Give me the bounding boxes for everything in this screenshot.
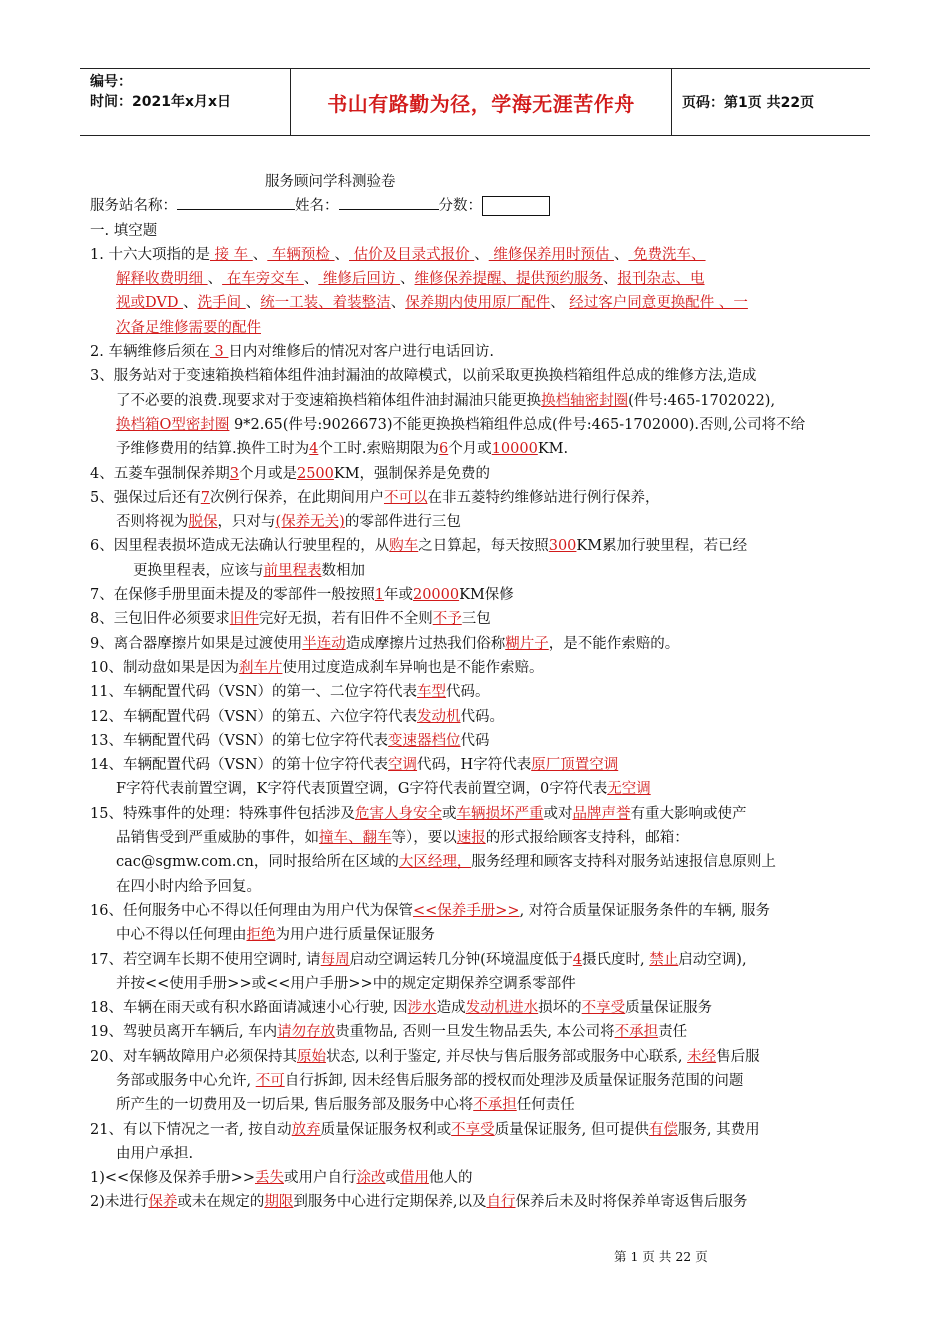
text-line	[90, 850, 870, 874]
question-text: 为用户进行质量保证服务	[275, 927, 435, 944]
question-text: 8、三包旧件必须要求	[90, 611, 230, 628]
answer-text: 拒绝	[246, 927, 276, 944]
answer-text: 4	[572, 951, 583, 968]
question-text: 造成摩擦片过热我们俗称	[345, 635, 506, 652]
question-text: 、	[303, 271, 319, 288]
answer-text: 放弃	[291, 1121, 321, 1138]
text-line	[90, 826, 870, 850]
question-text: 6、因里程表损坏造成无法确认行驶里程的，从	[90, 538, 390, 555]
question-text: 在非五菱特约维修站进行例行保养，	[427, 489, 660, 506]
question-text: 责任	[658, 1024, 688, 1041]
text-line	[90, 486, 870, 510]
score-box	[482, 196, 550, 216]
answer-text: 不承担	[473, 1097, 517, 1114]
answer-text: 每周	[320, 951, 350, 968]
text-line	[90, 656, 870, 680]
answer-text: 7	[200, 489, 210, 506]
text-line	[90, 243, 870, 267]
question-text: ，是不能作索赔的。	[548, 635, 680, 652]
text-line	[90, 607, 870, 631]
answer-text: 报刊杂志、电	[617, 271, 705, 288]
question-text: 更换里程表，应该与	[133, 562, 264, 579]
answer-text: 期限	[264, 1194, 294, 1211]
question-text: KM，强制保养是免费的	[333, 465, 491, 482]
question-text: 使用过度造成刹车异响也是不能作索赔。	[282, 659, 544, 676]
question-text: 7、在保修手册里面未提及的零部件一般按照	[90, 587, 375, 604]
answer-text: 速报	[456, 830, 486, 847]
answer-text: 车辆预检	[267, 246, 335, 263]
text-line	[90, 1142, 870, 1166]
answer-text: 维修保养用时预估	[488, 246, 614, 263]
answer-text: 换档轴密封圈	[541, 392, 629, 409]
question-text: 贵重物品, 否则一旦发生物品丢失, 本公司将	[335, 1024, 615, 1041]
question-text: 否则将视为	[116, 514, 189, 531]
page-header	[80, 68, 870, 136]
question-text: 予维修费用的结算.换件工时为	[116, 441, 310, 458]
answer-text: 车辆损坏严重	[456, 805, 544, 822]
question-text: 、	[207, 271, 223, 288]
question-text: 15、特殊事件的处理：特殊事件包括涉及	[90, 805, 355, 822]
answer-text: 刹车片	[238, 659, 283, 676]
text-line	[90, 948, 870, 972]
question-text: 日内对维修后的情况对客户进行电话回访.	[228, 344, 495, 361]
question-text: 、	[550, 295, 570, 312]
answer-text: 接 车	[209, 246, 253, 263]
text-line	[90, 972, 870, 996]
answer-text: 半连动	[302, 635, 346, 652]
text-line	[90, 534, 870, 558]
text-line	[90, 437, 870, 461]
answer-text: 旧件	[229, 611, 259, 628]
answer-text: 2500	[296, 465, 334, 482]
answer-text: 原始	[296, 1048, 326, 1065]
answer-text: 有偿	[648, 1121, 678, 1138]
question-text: 1. 十六大项指的是	[90, 246, 210, 263]
question-text: 或用户自行	[283, 1170, 357, 1187]
header-meta	[80, 69, 290, 135]
answer-text: 禁止	[649, 951, 679, 968]
text-line	[90, 899, 870, 923]
answer-text: 不予	[432, 611, 462, 628]
question-text: KM.	[537, 441, 569, 458]
answer-text: 300	[548, 538, 577, 555]
question-text: 务部或服务中心允许,	[116, 1072, 256, 1089]
question-text: 10、制动盘如果是因为	[90, 659, 239, 676]
answer-text: <<保养手册>>	[412, 902, 520, 919]
question-text: 或	[441, 805, 457, 822]
station-blank	[177, 195, 295, 210]
text-line	[90, 777, 870, 801]
question-text: 造成	[436, 1000, 466, 1017]
question-text: 、	[252, 246, 268, 263]
question-text: 、	[390, 295, 406, 312]
text-line	[90, 340, 870, 364]
answer-text: 车型	[417, 684, 447, 701]
text-line	[90, 1118, 870, 1142]
text-line	[90, 802, 870, 826]
question-text: 、	[603, 271, 618, 288]
answer-text: 无空调	[607, 781, 651, 798]
answer-text: 维修后回访	[318, 271, 401, 288]
answer-text: 视或DVD	[116, 295, 184, 312]
question-text: 、	[474, 246, 489, 263]
question-text: 1)<<保修及保养手册>>	[90, 1170, 255, 1187]
answer-text: 统一工装、着装整洁	[260, 295, 391, 312]
text-line	[90, 680, 870, 704]
answer-text: 危害人身安全	[354, 805, 442, 822]
answer-text: 请勿存放	[277, 1024, 336, 1041]
question-text: KM累加行驶里程，若已经	[576, 538, 748, 555]
question-text: 保养后未及时将保养单寄返售后服务	[515, 1194, 748, 1211]
answer-text: 变速器档位	[388, 732, 461, 749]
document-body	[90, 170, 870, 1215]
header-number: 编号：	[90, 74, 132, 90]
answer-text: 3	[229, 465, 239, 482]
text-line	[90, 1190, 870, 1214]
text-line	[90, 1045, 870, 1069]
answer-text: 解释收费明细	[116, 271, 208, 288]
question-text: 质量保证服务权利或	[320, 1121, 452, 1138]
question-text: 或	[385, 1170, 400, 1187]
question-text: KM保修	[459, 587, 514, 604]
answer-text: 1	[374, 587, 384, 604]
question-text: 或对	[543, 805, 573, 822]
page-footer: 第 1 页 共 22 页	[614, 1249, 708, 1264]
question-text: 、	[183, 295, 198, 312]
question-text: 18、车辆在雨天或有积水路面请减速小心行驶, 因	[90, 1000, 408, 1017]
text-line	[90, 267, 870, 291]
text-line	[90, 1093, 870, 1117]
question-text: 年或	[383, 587, 413, 604]
question-text: 之日算起，每天按照	[418, 538, 549, 555]
text-line	[90, 729, 870, 753]
answer-text: 涂改	[356, 1170, 386, 1187]
text-line	[90, 753, 870, 777]
question-text: 代码，H字符代表	[417, 757, 532, 774]
question-text: 的零部件进行三包	[344, 514, 461, 531]
answer-text: 发动机	[417, 708, 461, 725]
question-text: 到服务中心进行定期保养,以及	[293, 1194, 487, 1211]
question-text: 启动空调运转几分钟(环境温度低于	[349, 951, 573, 968]
answer-text: 不可以	[383, 489, 428, 506]
question-text: 由用户承担.	[116, 1145, 194, 1162]
text-line	[90, 996, 870, 1020]
answer-text: 保养期内使用原厂配件	[405, 295, 551, 312]
question-text: , 对符合质量保证服务条件的车辆, 服务	[519, 902, 770, 919]
text-line	[90, 1166, 870, 1190]
question-text: 代码。	[460, 708, 505, 725]
answer-text: 不享受	[451, 1121, 495, 1138]
question-text: 中心不得以任何理由	[116, 927, 247, 944]
score-label: 分数：	[438, 198, 482, 215]
answer-text: 20000	[412, 587, 460, 604]
text-line	[90, 364, 870, 388]
name-blank	[339, 195, 439, 210]
question-text: 任何责任	[516, 1097, 575, 1114]
question-text: 代码	[460, 732, 490, 749]
answer-text: 脱保	[188, 514, 218, 531]
question-text: F字符代表前置空调，K字符代表顶置空调，G字符代表前置空调，0字符代表	[116, 781, 608, 798]
question-text: 质量保证服务, 但可提供	[494, 1121, 649, 1138]
name-label: 姓名：	[295, 198, 339, 215]
question-text: 次例行保养，在此期间用户	[209, 489, 384, 506]
question-text: 3、服务站对于变速箱换档箱体组件油封漏油的故障模式，以前采取更换换档箱组件总成的维修方法,造成	[90, 368, 757, 385]
question-text: 2)未进行	[90, 1194, 149, 1211]
question-text: cac@sgmw.com.cn，同时报给所在区域的	[116, 854, 399, 871]
text-line	[90, 705, 870, 729]
question-text: 、	[245, 295, 261, 312]
question-text: (件号:465-1702022),	[628, 392, 776, 409]
question-text: 19、驾驶员离开车辆后, 车内	[90, 1024, 278, 1041]
answer-text: 换档箱O型密封圈	[116, 416, 230, 433]
question-text: 完好无损，若有旧件不全则	[258, 611, 433, 628]
question-text: 13、车辆配置代码（VSN）的第七位字符代表	[90, 732, 389, 749]
text-line	[90, 923, 870, 947]
question-text: 2. 车辆维修后须在	[90, 344, 210, 361]
doc-title: 服务顾问学科测验卷	[265, 174, 396, 190]
question-text: 状态, 以利于鉴定, 并尽快与售后服务部或服务中心联系,	[325, 1048, 688, 1065]
text-line	[90, 583, 870, 607]
question-text: 品销售受到严重威胁的事件，如	[116, 830, 319, 847]
answer-text: 在车旁交车	[222, 271, 304, 288]
answer-text: 估价及目录式报价	[349, 246, 475, 263]
answer-text: 免费洗车、	[628, 246, 706, 263]
question-text: 售后服	[716, 1048, 760, 1065]
question-text: 12、车辆配置代码（VSN）的第五、六位字符代表	[90, 708, 418, 725]
question-text: 损坏的	[538, 1000, 582, 1017]
answer-text: 不可	[255, 1072, 285, 1089]
answer-text: (保养无关)	[275, 514, 345, 531]
question-lines	[90, 243, 870, 1215]
question-text: 摄氏度时,	[582, 951, 650, 968]
text-line	[90, 1020, 870, 1044]
text-line	[90, 1069, 870, 1093]
text-line	[90, 413, 870, 437]
answer-text: 次备足维修需要的配件	[116, 319, 261, 336]
text-line	[90, 389, 870, 413]
question-text: 4、五菱车强制保养期	[90, 465, 230, 482]
text-line	[90, 559, 870, 583]
answer-text: 自行	[486, 1194, 516, 1211]
question-text: 三包	[461, 611, 491, 628]
answer-text: 经过客户同意更换配件 、一	[569, 295, 748, 312]
question-text: 9*2.65(件号:9026673)不能更换换档箱组件总成(件号:465-1702000).否则,公司将不给	[229, 416, 806, 433]
answer-text: 借用	[399, 1170, 429, 1187]
answer-text: 3	[209, 344, 229, 361]
text-line	[90, 316, 870, 340]
question-text: 质量保证服务	[625, 1000, 713, 1017]
answer-text: 撞车、翻车	[319, 830, 392, 847]
question-text: 16、任何服务中心不得以任何理由为用户代为保管	[90, 902, 413, 919]
answer-text: 品牌声誉	[572, 805, 631, 822]
answer-text: 前里程表	[263, 562, 322, 579]
answer-text: 4	[309, 441, 319, 458]
header-page-info: 页码：第1页 共22页	[682, 95, 815, 111]
question-text: 个工时.索赔期限为	[318, 441, 439, 458]
header-motto: 书山有路勤为径，学海无涯苦作舟	[290, 69, 672, 135]
question-text: 在四小时内给予回复。	[116, 878, 261, 895]
form-fields-row	[90, 194, 870, 218]
question-text: 他人的	[428, 1170, 473, 1187]
text-line	[90, 510, 870, 534]
question-text: 、	[400, 271, 415, 288]
text-line	[90, 632, 870, 656]
question-text: 所产生的一切费用及一切后果, 售后服务部及服务中心将	[116, 1097, 474, 1114]
answer-text: 维修保养提醒、提供预约服务	[414, 271, 604, 288]
section-heading: 一. 填空题	[90, 222, 158, 239]
question-text: 14、车辆配置代码（VSN）的第十位字符代表	[90, 757, 389, 774]
question-text: 11、车辆配置代码（VSN）的第一、二位字符代表	[90, 684, 418, 701]
question-text: 21、有以下情况之一者, 按自动	[90, 1121, 292, 1138]
text-line	[90, 291, 870, 315]
question-text: 或未在规定的	[177, 1194, 265, 1211]
answer-text: 糊片子	[505, 635, 549, 652]
question-text: 、	[613, 246, 629, 263]
answer-text: 不享受	[581, 1000, 626, 1017]
answer-text: 洗手间	[197, 295, 246, 312]
question-text: 并按<<使用手册>>或<<用户手册>>中的规定定期保养空调系零部件	[116, 975, 576, 992]
answer-text: 购车	[389, 538, 419, 555]
answer-text: 发动机进水	[465, 1000, 539, 1017]
answer-text: 原厂顶置空调	[531, 757, 619, 774]
answer-text: 大区经理，	[398, 854, 472, 871]
text-line	[90, 462, 870, 486]
question-text: 5、强保过后还有	[90, 489, 201, 506]
question-text: 代码。	[446, 684, 490, 701]
question-text: ，只对与	[217, 514, 276, 531]
question-text: 9、离合器摩擦片如果是过渡使用	[90, 635, 303, 652]
answer-text: 涉水	[407, 1000, 437, 1017]
question-text: 个月或是	[238, 465, 297, 482]
question-text: 启动空调),	[678, 951, 747, 968]
answer-text: 丢失	[254, 1170, 284, 1187]
question-text: 的形式报给顾客支持科，邮箱：	[485, 830, 689, 847]
question-text: 服务, 其费用	[677, 1121, 760, 1138]
question-text: 17、若空调车长期不使用空调时, 请	[90, 951, 321, 968]
question-text: 等），要以	[391, 830, 457, 847]
question-text: 、	[334, 246, 349, 263]
question-text: 20、对车辆故障用户必须保持其	[90, 1048, 297, 1065]
answer-text: 保养	[148, 1194, 178, 1211]
question-text: 自行拆卸, 因未经售后服务部的授权而处理涉及质量保证服务范围的问题	[284, 1072, 744, 1089]
question-text: 数相加	[321, 562, 365, 579]
answer-text: 空调	[388, 757, 418, 774]
question-text: 个月或	[448, 441, 492, 458]
station-label: 服务站名称：	[90, 198, 177, 215]
answer-text: 6	[438, 441, 449, 458]
answer-text: 未经	[687, 1048, 717, 1065]
answer-text: 10000	[491, 441, 538, 458]
text-line	[90, 875, 870, 899]
question-text: 了不必要的浪费.现要求对于变速箱换档箱体组件油封漏油只能更换	[116, 392, 542, 409]
question-text: 有重大影响或使产	[630, 805, 747, 822]
question-text: 服务经理和顾客支持科对服务站速报信息原则上	[471, 854, 776, 871]
header-time: 时间：2021年x月x日	[90, 94, 232, 110]
answer-text: 不承担	[614, 1024, 659, 1041]
